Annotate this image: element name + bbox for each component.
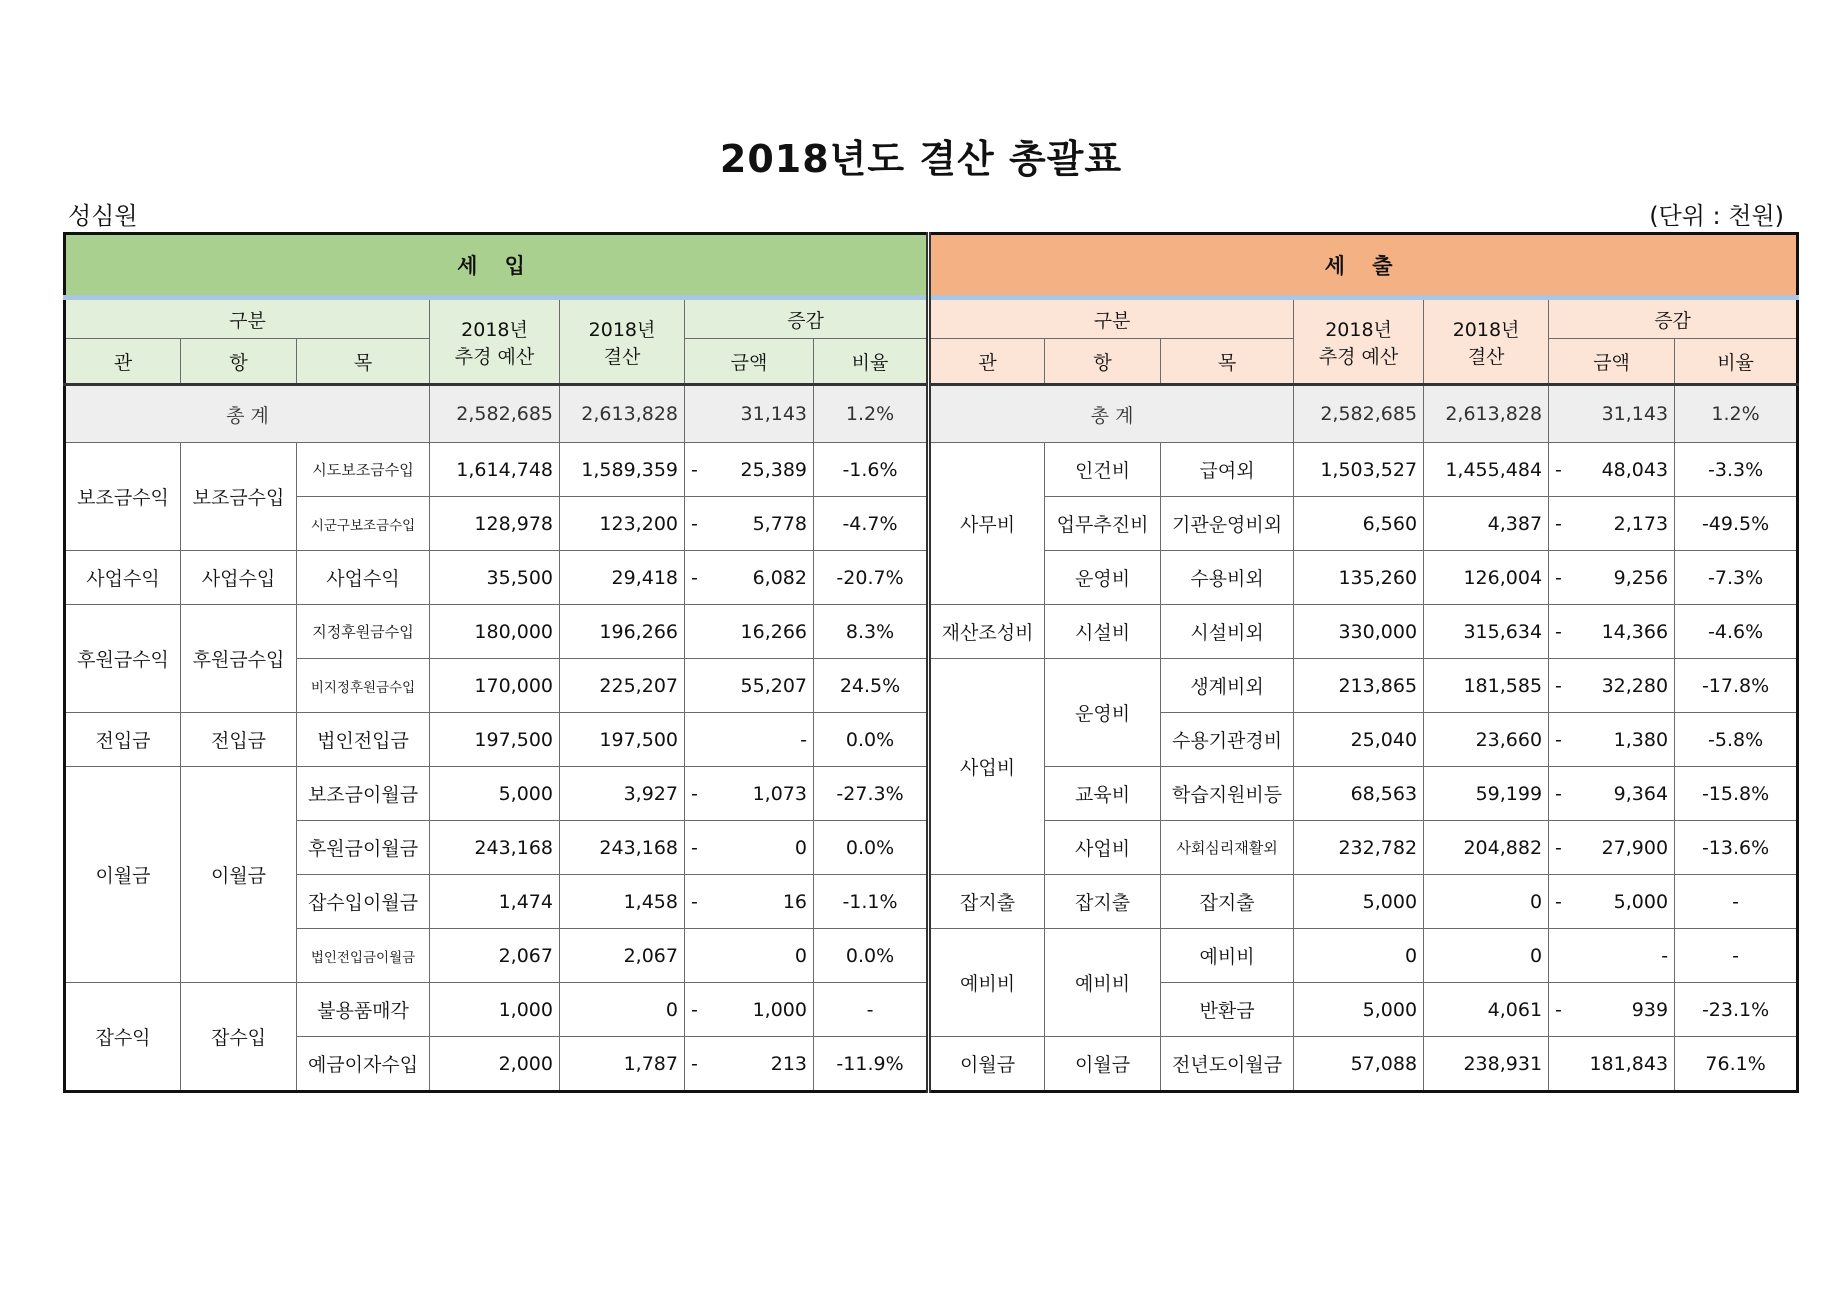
expense-budget-cell: 5,000 <box>1294 983 1424 1037</box>
income-settle-header: 2018년 결산 <box>560 298 685 385</box>
income-ratio-cell: -1.1% <box>814 875 929 929</box>
income-ratio-cell: -11.9% <box>814 1037 929 1092</box>
expense-ratio-cell: - <box>1675 875 1798 929</box>
expense-settle-cell: 0 <box>1424 929 1549 983</box>
income-hang-cell: 잡수입 <box>181 983 297 1092</box>
expense-budget-cell: 6,560 <box>1294 497 1424 551</box>
table-row <box>65 659 1798 713</box>
income-total-budget: 2,582,685 <box>430 385 560 443</box>
income-mok-cell: 법인전입금 <box>297 713 430 767</box>
table-row <box>65 1037 1798 1092</box>
expense-mok-cell: 생계비외 <box>1161 659 1294 713</box>
expense-hang-cell: 교육비 <box>1045 767 1161 821</box>
income-mok-cell: 비지정후원금수입 <box>297 659 430 713</box>
income-ratio-cell: -4.7% <box>814 497 929 551</box>
income-amount-cell: - 6,082 <box>685 551 814 605</box>
expense-settle-header: 2018년 결산 <box>1424 298 1549 385</box>
income-settle-cell: 29,418 <box>560 551 685 605</box>
expense-hang-header: 항 <box>1045 339 1161 385</box>
income-mok-cell: 법인전입금이월금 <box>297 929 430 983</box>
income-amount-header: 금액 <box>685 339 814 385</box>
expense-settle-cell: 0 <box>1424 875 1549 929</box>
expense-amount-cell: - 1,380 <box>1549 713 1675 767</box>
expense-amount-cell: - 32,280 <box>1549 659 1675 713</box>
expense-mok-cell: 전년도이월금 <box>1161 1037 1294 1092</box>
income-total-label: 총 계 <box>65 385 430 443</box>
income-budget-cell: 243,168 <box>430 821 560 875</box>
income-total-settle: 2,613,828 <box>560 385 685 443</box>
expense-gwan-cell: 예비비 <box>929 929 1045 1037</box>
expense-amount-header: 금액 <box>1549 339 1675 385</box>
expense-section-header: 세 출 <box>929 234 1798 298</box>
expense-hang-cell: 인건비 <box>1045 443 1161 497</box>
expense-amount-cell: - 9,364 <box>1549 767 1675 821</box>
income-mok-cell: 후원금이월금 <box>297 821 430 875</box>
income-ratio-cell: 8.3% <box>814 605 929 659</box>
income-settle-cell: 1,589,359 <box>560 443 685 497</box>
expense-budget-cell: 25,040 <box>1294 713 1424 767</box>
expense-budget-cell: 135,260 <box>1294 551 1424 605</box>
expense-gwan-header: 관 <box>929 339 1045 385</box>
income-ratio-cell: 24.5% <box>814 659 929 713</box>
expense-settle-cell: 1,455,484 <box>1424 443 1549 497</box>
expense-change-header: 증감 <box>1549 298 1798 339</box>
expense-ratio-cell: -3.3% <box>1675 443 1798 497</box>
income-budget-cell: 35,500 <box>430 551 560 605</box>
income-ratio-cell: -27.3% <box>814 767 929 821</box>
expense-amount-cell: - 9,256 <box>1549 551 1675 605</box>
income-settle-cell: 225,207 <box>560 659 685 713</box>
expense-total-settle: 2,613,828 <box>1424 385 1549 443</box>
expense-settle-cell: 23,660 <box>1424 713 1549 767</box>
expense-settle-cell: 315,634 <box>1424 605 1549 659</box>
expense-mok-cell: 사회심리재활외 <box>1161 821 1294 875</box>
income-budget-cell: 2,067 <box>430 929 560 983</box>
expense-hang-cell: 업무추진비 <box>1045 497 1161 551</box>
expense-amount-cell: - 27,900 <box>1549 821 1675 875</box>
table-row <box>65 443 1798 497</box>
income-total-amount: 31,143 <box>685 385 814 443</box>
income-budget-cell: 5,000 <box>430 767 560 821</box>
income-budget-cell: 1,000 <box>430 983 560 1037</box>
document-title: 2018년도 결산 총괄표 <box>719 137 1123 181</box>
income-amount-cell: 55,207 <box>685 659 814 713</box>
table-row <box>65 929 1798 983</box>
expense-budget-cell: 1,503,527 <box>1294 443 1424 497</box>
expense-ratio-cell: -7.3% <box>1675 551 1798 605</box>
expense-hang-cell: 사업비 <box>1045 821 1161 875</box>
expense-gwan-cell: 사무비 <box>929 443 1045 605</box>
expense-ratio-cell: -4.6% <box>1675 605 1798 659</box>
expense-total-ratio: 1.2% <box>1675 385 1798 443</box>
table-row <box>65 875 1798 929</box>
expense-amount-cell: - <box>1549 929 1675 983</box>
expense-budget-cell: 5,000 <box>1294 875 1424 929</box>
expense-total-budget: 2,582,685 <box>1294 385 1424 443</box>
expense-hang-cell: 예비비 <box>1045 929 1161 1037</box>
income-hang-cell: 보조금수입 <box>181 443 297 551</box>
expense-gwan-cell: 이월금 <box>929 1037 1045 1092</box>
income-change-header: 증감 <box>685 298 929 339</box>
income-hang-cell: 후원금수입 <box>181 605 297 713</box>
income-gwan-cell: 보조금수익 <box>65 443 181 551</box>
income-ratio-cell: 0.0% <box>814 821 929 875</box>
income-amount-cell: - 1,073 <box>685 767 814 821</box>
expense-budget-cell: 68,563 <box>1294 767 1424 821</box>
income-amount-cell: - <box>685 713 814 767</box>
expense-ratio-cell: -17.8% <box>1675 659 1798 713</box>
income-mok-cell: 지정후원금수입 <box>297 605 430 659</box>
income-budget-cell: 197,500 <box>430 713 560 767</box>
expense-ratio-cell: -5.8% <box>1675 713 1798 767</box>
expense-amount-cell: - 5,000 <box>1549 875 1675 929</box>
expense-mok-cell: 예비비 <box>1161 929 1294 983</box>
expense-ratio-cell: -23.1% <box>1675 983 1798 1037</box>
income-ratio-cell: - <box>814 983 929 1037</box>
income-gwan-cell: 이월금 <box>65 767 181 983</box>
expense-hang-cell: 시설비 <box>1045 605 1161 659</box>
income-hang-cell: 이월금 <box>181 767 297 983</box>
table-row <box>65 605 1798 659</box>
income-settle-cell: 1,787 <box>560 1037 685 1092</box>
expense-settle-cell: 59,199 <box>1424 767 1549 821</box>
expense-ratio-cell: - <box>1675 929 1798 983</box>
expense-budget-cell: 213,865 <box>1294 659 1424 713</box>
income-settle-cell: 2,067 <box>560 929 685 983</box>
income-amount-cell: - 0 <box>685 821 814 875</box>
expense-amount-cell: - 2,173 <box>1549 497 1675 551</box>
expense-ratio-cell: -49.5% <box>1675 497 1798 551</box>
income-amount-cell: - 25,389 <box>685 443 814 497</box>
expense-hang-cell: 운영비 <box>1045 551 1161 605</box>
expense-gwan-cell: 재산조성비 <box>929 605 1045 659</box>
expense-ratio-header: 비율 <box>1675 339 1798 385</box>
income-mok-header: 목 <box>297 339 430 385</box>
expense-total-label: 총 계 <box>929 385 1294 443</box>
income-budget-cell: 170,000 <box>430 659 560 713</box>
income-settle-cell: 243,168 <box>560 821 685 875</box>
organization-name: 성심원 <box>68 202 138 230</box>
expense-hang-cell: 운영비 <box>1045 659 1161 767</box>
income-ratio-cell: -20.7% <box>814 551 929 605</box>
income-gwan-cell: 전입금 <box>65 713 181 767</box>
income-mok-cell: 잡수입이월금 <box>297 875 430 929</box>
expense-mok-cell: 수용비외 <box>1161 551 1294 605</box>
expense-amount-cell: - 939 <box>1549 983 1675 1037</box>
expense-mok-cell: 급여외 <box>1161 443 1294 497</box>
income-budget-header: 2018년 추경 예산 <box>430 298 560 385</box>
income-amount-cell: 16,266 <box>685 605 814 659</box>
income-amount-cell: - 5,778 <box>685 497 814 551</box>
income-settle-cell: 197,500 <box>560 713 685 767</box>
income-total-ratio: 1.2% <box>814 385 929 443</box>
expense-hang-cell: 이월금 <box>1045 1037 1161 1092</box>
expense-settle-cell: 181,585 <box>1424 659 1549 713</box>
expense-budget-header: 2018년 추경 예산 <box>1294 298 1424 385</box>
expense-ratio-cell: -13.6% <box>1675 821 1798 875</box>
expense-settle-cell: 204,882 <box>1424 821 1549 875</box>
income-gwan-header: 관 <box>65 339 181 385</box>
settlement-summary-table <box>63 232 1799 1093</box>
income-ratio-cell: -1.6% <box>814 443 929 497</box>
expense-mok-cell: 잡지출 <box>1161 875 1294 929</box>
income-mok-cell: 예금이자수입 <box>297 1037 430 1092</box>
income-budget-cell: 1,614,748 <box>430 443 560 497</box>
expense-mok-header: 목 <box>1161 339 1294 385</box>
income-amount-cell: - 1,000 <box>685 983 814 1037</box>
income-amount-cell: 0 <box>685 929 814 983</box>
income-ratio-header: 비율 <box>814 339 929 385</box>
income-ratio-cell: 0.0% <box>814 929 929 983</box>
income-gwan-cell: 후원금수익 <box>65 605 181 713</box>
expense-mok-cell: 수용기관경비 <box>1161 713 1294 767</box>
expense-total-amount: 31,143 <box>1549 385 1675 443</box>
income-hang-cell: 전입금 <box>181 713 297 767</box>
expense-ratio-cell: 76.1% <box>1675 1037 1798 1092</box>
income-settle-cell: 123,200 <box>560 497 685 551</box>
expense-mok-cell: 기관운영비외 <box>1161 497 1294 551</box>
expense-settle-cell: 238,931 <box>1424 1037 1549 1092</box>
unit-label: (단위 : 천원) <box>1649 202 1784 230</box>
expense-mok-cell: 시설비외 <box>1161 605 1294 659</box>
expense-mok-cell: 학습지원비등 <box>1161 767 1294 821</box>
income-budget-cell: 180,000 <box>430 605 560 659</box>
income-settle-cell: 1,458 <box>560 875 685 929</box>
income-mok-cell: 불용품매각 <box>297 983 430 1037</box>
income-hang-cell: 사업수입 <box>181 551 297 605</box>
expense-settle-cell: 126,004 <box>1424 551 1549 605</box>
expense-ratio-cell: -15.8% <box>1675 767 1798 821</box>
expense-settle-cell: 4,387 <box>1424 497 1549 551</box>
income-budget-cell: 1,474 <box>430 875 560 929</box>
expense-hang-cell: 잡지출 <box>1045 875 1161 929</box>
expense-gwan-cell: 사업비 <box>929 659 1045 875</box>
income-ratio-cell: 0.0% <box>814 713 929 767</box>
expense-gubun-header: 구분 <box>929 298 1294 339</box>
income-gwan-cell: 잡수익 <box>65 983 181 1092</box>
income-section-header: 세 입 <box>65 234 929 298</box>
expense-amount-cell: - 14,366 <box>1549 605 1675 659</box>
expense-settle-cell: 4,061 <box>1424 983 1549 1037</box>
expense-amount-cell: - 48,043 <box>1549 443 1675 497</box>
income-mok-cell: 보조금이월금 <box>297 767 430 821</box>
income-gwan-cell: 사업수익 <box>65 551 181 605</box>
income-hang-header: 항 <box>181 339 297 385</box>
income-budget-cell: 2,000 <box>430 1037 560 1092</box>
expense-budget-cell: 330,000 <box>1294 605 1424 659</box>
income-settle-cell: 3,927 <box>560 767 685 821</box>
expense-mok-cell: 반환금 <box>1161 983 1294 1037</box>
income-settle-cell: 196,266 <box>560 605 685 659</box>
expense-budget-cell: 57,088 <box>1294 1037 1424 1092</box>
income-mok-cell: 시도보조금수입 <box>297 443 430 497</box>
income-mok-cell: 사업수익 <box>297 551 430 605</box>
income-settle-cell: 0 <box>560 983 685 1037</box>
income-budget-cell: 128,978 <box>430 497 560 551</box>
expense-gwan-cell: 잡지출 <box>929 875 1045 929</box>
expense-budget-cell: 0 <box>1294 929 1424 983</box>
income-mok-cell: 시군구보조금수입 <box>297 497 430 551</box>
expense-budget-cell: 232,782 <box>1294 821 1424 875</box>
income-gubun-header: 구분 <box>65 298 430 339</box>
income-amount-cell: - 16 <box>685 875 814 929</box>
income-amount-cell: - 213 <box>685 1037 814 1092</box>
expense-amount-cell: 181,843 <box>1549 1037 1675 1092</box>
